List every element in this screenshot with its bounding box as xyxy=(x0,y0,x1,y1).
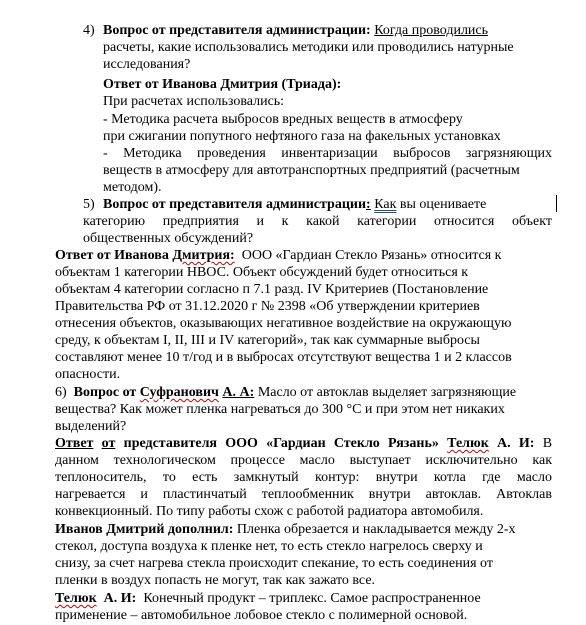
add-header: Иванов Дмитрий дополнил: Пленка обрезается и накладывается между 2-х xyxy=(55,522,516,537)
q4-label: Вопрос от представителя администрации: xyxy=(103,23,371,38)
a4-label: Ответ от Иванова Дмитрия (Триада): xyxy=(103,77,342,92)
a6-line-5: конвекционный. По типу работы схож с работой радиатора автомобиля. xyxy=(55,504,484,519)
q4-header xyxy=(103,23,488,40)
a5-line-5: отнесения объектов, оказывающих негативное воздействие на окружающую xyxy=(55,316,512,331)
a5-line-6: среду, к объектам I, II, III и IV категорий», так как суммарные выбросы xyxy=(55,333,480,348)
add-line-4: пленки в воздух попасть не могут, так как зажато все. xyxy=(55,573,376,588)
a4-intro: При расчетах использовались: xyxy=(103,94,285,109)
q5-header: Вопрос от представителя администрации: Как вы оцениваете xyxy=(103,197,487,212)
last-header: Телюк А. И: Конечный продукт – триплекс. Самое распространенное xyxy=(55,591,481,606)
q5-label: Вопрос от представителя администрации xyxy=(103,197,367,212)
q4-text-2: расчеты, какие использовались методики или проводились натурные xyxy=(103,40,514,55)
add-line-2: стекол, доступа воздуха к пленке нет, то есть стекло нагрелось сверху и xyxy=(55,539,483,554)
q5-line-2: категорию предприятия и к какой категории относится объект xyxy=(83,214,552,229)
q6-line-2: вещества? Как может пленка нагреваться до 300 °С и при этом нет никаких xyxy=(55,402,505,417)
q4-text-1: Когда проводились xyxy=(374,23,489,38)
q6-name: Суфранович xyxy=(139,385,219,400)
q6-line-3: выделений? xyxy=(55,419,127,434)
a5-line-2: объектам 1 категории НВОС. Объект обсуждений будет относиться к xyxy=(55,265,469,280)
q5-number: 5) xyxy=(83,197,95,212)
a6-line-3: теплоноситель, то есть замкнутый контур: внутри котла где масло xyxy=(55,470,552,485)
a4-method2-line1: - Методика проведения инвентаризации выбросов загрязняющих xyxy=(103,146,552,161)
last-line-2: применение – автомобильное лобовое стекло с полимерной основой. xyxy=(55,608,468,623)
a4-method1-line2: при сжигании попутного нефтяного газа на факельных установках xyxy=(103,129,501,144)
last-name: Телюк xyxy=(55,591,97,606)
q4-number: 4) xyxy=(83,23,95,38)
a6-line-2: данном технологическом процессе масло выступает исключительно как xyxy=(55,453,552,468)
a4-method1-line1: - Методика расчета выбросов вредных веществ в атмосферу xyxy=(103,112,463,127)
add-line-3: снизу, за счет нагрева стекла происходит спекание, то есть соединения от xyxy=(55,556,493,571)
a6-name: Телюк xyxy=(447,436,489,451)
a5-name: Дмитрия: xyxy=(172,248,235,263)
a6-header: Ответ от представителя ООО «Гардиан Стекло Рязань» Телюк А. И: В xyxy=(55,436,553,451)
a4-method2-line3: методом). xyxy=(103,180,162,195)
a5-line-8: опасности. xyxy=(55,367,121,382)
a4-method2-line2: веществ в атмосферу для автотранспортных предприятий (расчетным xyxy=(103,163,520,178)
a5-header: Ответ от Иванова Дмитрия: ООО «Гардиан Стекло Рязань» относится к xyxy=(55,248,502,263)
a5-line-3: объектам 4 категории согласно п 7.1 разд. IV Критериев (Постановление xyxy=(55,282,489,297)
q5-line-3: общественных обсуждений? xyxy=(83,231,254,246)
q4-text-3: исследования? xyxy=(103,57,191,72)
a5-line-4: Правительства РФ от 31.12.2020 г № 2398 «Об утверждении критериев xyxy=(55,299,480,314)
q6-header: 6) Вопрос от Суфранович А. А: Масло от автоклав выделяет загрязняющие xyxy=(55,385,517,400)
a5-line-7: составляют менее 10 т/год и в выбросах отсутствуют вещества 1 и 2 классов xyxy=(55,350,512,365)
text-cursor xyxy=(556,195,557,212)
q5-word-kak: Как xyxy=(374,197,397,212)
a6-line-4: нагревается и пластинчатый теплообменник внутри автоклав. Автоклав xyxy=(55,487,552,502)
